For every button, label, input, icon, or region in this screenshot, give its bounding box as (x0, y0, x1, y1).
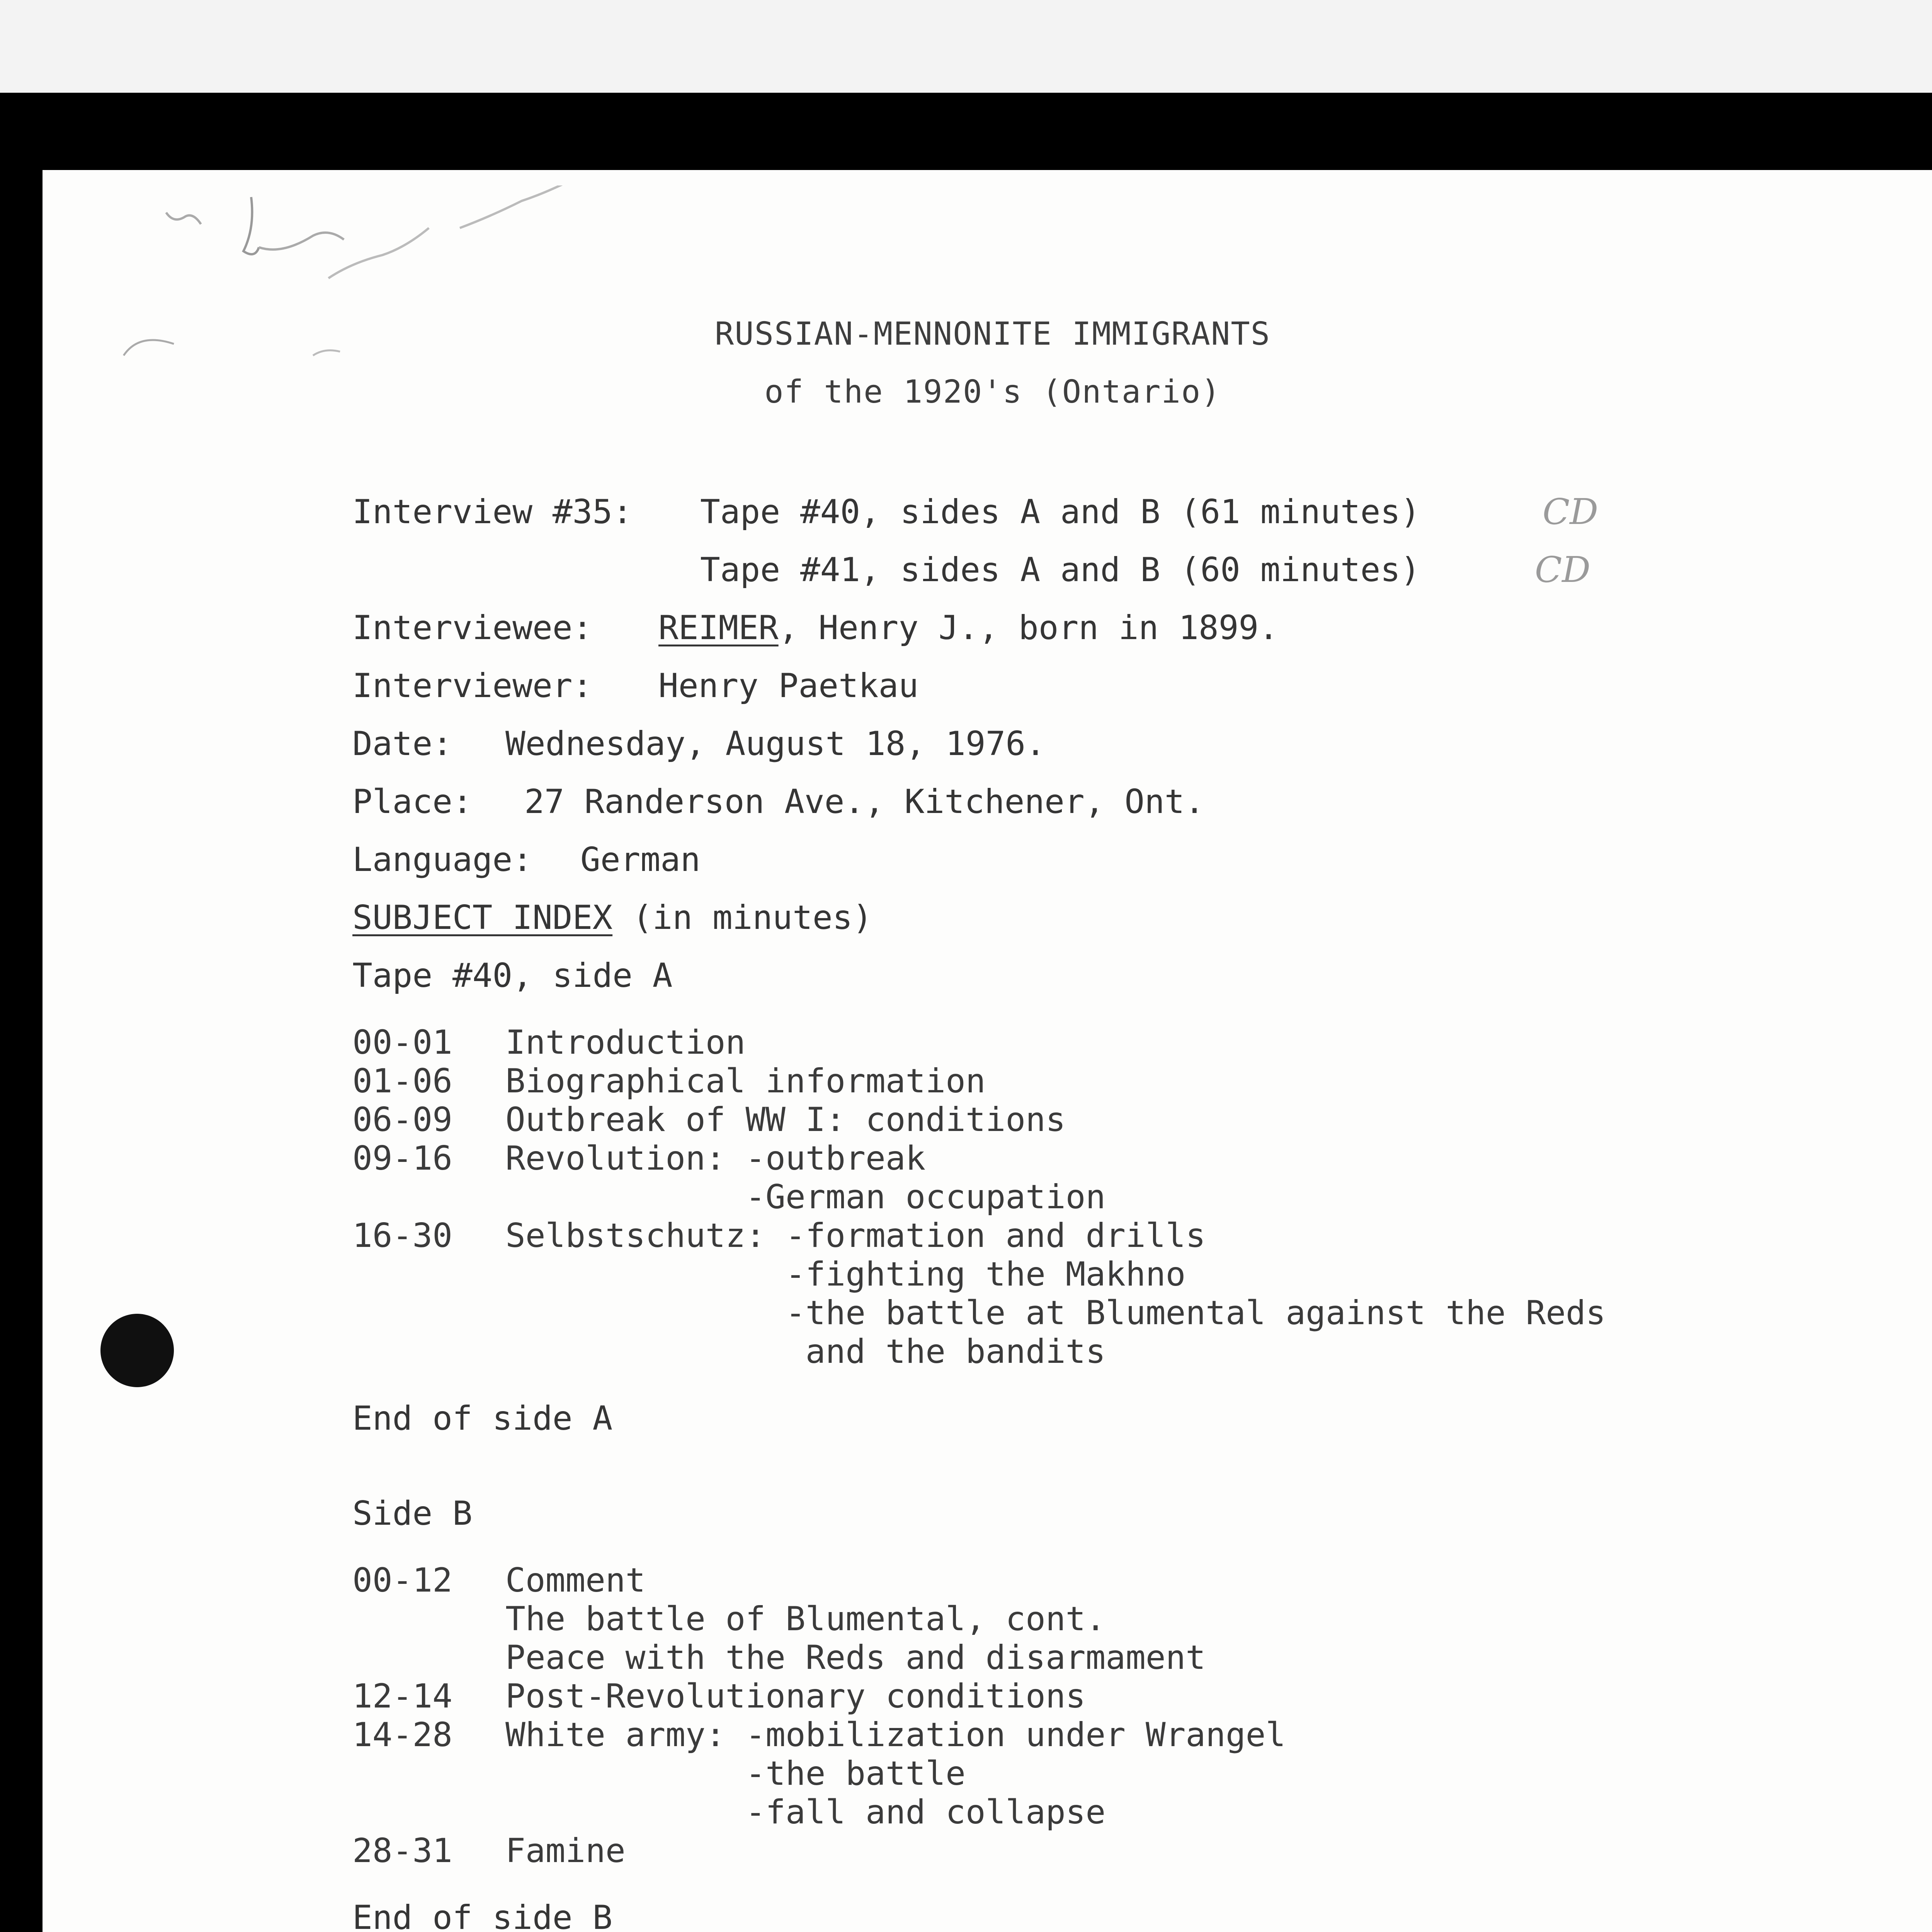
index-time: 12-14 (352, 1677, 452, 1716)
tape-40-side-b-heading: Side B (352, 1494, 473, 1533)
index-entry (352, 1677, 1866, 1716)
subject-index-heading (352, 889, 1866, 947)
place-row (352, 773, 1866, 831)
index-row (352, 1294, 1866, 1332)
index-description: Selbstschutz: -formation and drills (505, 1216, 1206, 1255)
tape-40-side-a-list (352, 1023, 1866, 1371)
index-description: Peace with the Reds and disarmament (505, 1638, 1206, 1677)
interviewee-row (352, 599, 1866, 657)
index-row (352, 1139, 1866, 1178)
tape-40-summary: Tape #40, sides A and B (61 minutes) (700, 493, 1420, 531)
interviewer-name: Henry Paetkau (658, 667, 919, 705)
date-value: Wednesday, August 18, 1976. (505, 724, 1046, 763)
interviewee-label: Interviewee: (352, 609, 593, 647)
index-time: 16-30 (352, 1216, 452, 1255)
scanner-top-strip (0, 0, 1932, 93)
tape-40-side-a-end: End of side A (352, 1399, 613, 1438)
index-description: Biographical information (505, 1062, 986, 1100)
date-label: Date: (352, 724, 452, 763)
index-row (352, 1332, 1866, 1371)
index-row (352, 1062, 1866, 1100)
index-time: 14-28 (352, 1716, 452, 1754)
interviewee-details: , Henry J., born in 1899. (778, 609, 1279, 647)
subject-index-suffix: (in minutes) (612, 898, 873, 937)
index-row (352, 1754, 1866, 1793)
index-entry (352, 1139, 1866, 1216)
interviewer-row (352, 657, 1866, 715)
index-description: -the battle at Blumental against the Reds (505, 1294, 1606, 1332)
index-row (352, 1677, 1866, 1716)
interview-label: Interview #35: (352, 493, 633, 531)
index-description: Post-Revolutionary conditions (505, 1677, 1086, 1716)
punch-hole-top (100, 1314, 174, 1387)
title-line-1: RUSSIAN-MENNONITE IMMIGRANTS (714, 316, 1271, 352)
tape-40-side-b-list (352, 1561, 1866, 1870)
index-entry (352, 1832, 1866, 1870)
index-row (352, 1178, 1866, 1216)
index-row (352, 1832, 1866, 1870)
index-description: Introduction (505, 1023, 746, 1062)
tape-40-side-b-end: End of side B (352, 1898, 613, 1932)
index-description: Revolution: -outbreak (505, 1139, 926, 1178)
tape-41-summary: Tape #41, sides A and B (60 minutes) (700, 551, 1420, 589)
index-row (352, 1793, 1866, 1832)
index-description: and the bandits (505, 1332, 1106, 1371)
index-entry (352, 1062, 1866, 1100)
index-description: -fall and collapse (505, 1793, 1106, 1832)
language-label: Language: (352, 840, 532, 879)
index-row (352, 1216, 1866, 1255)
language-row (352, 831, 1866, 889)
index-row (352, 1716, 1866, 1754)
index-time: 00-01 (352, 1023, 452, 1062)
document-title (43, 305, 1932, 421)
index-time: 00-12 (352, 1561, 452, 1600)
document-page (43, 170, 1932, 1932)
index-row (352, 1600, 1866, 1638)
language-value: German (580, 840, 701, 879)
place-label: Place: (352, 782, 473, 821)
index-row (352, 1561, 1866, 1600)
index-description: The battle of Blumental, cont. (505, 1600, 1106, 1638)
date-row (352, 715, 1866, 773)
index-row (352, 1638, 1866, 1677)
index-description: Famine (505, 1832, 626, 1870)
index-description: -fighting the Makhno (505, 1255, 1186, 1294)
interviewer-label: Interviewer: (352, 667, 593, 705)
index-entry (352, 1023, 1866, 1062)
interviewee-surname: REIMER (658, 609, 779, 647)
index-entry (352, 1716, 1866, 1832)
title-line-2: of the 1920's (Ontario) (764, 374, 1221, 410)
index-description: Outbreak of WW I: conditions (505, 1100, 1066, 1139)
index-row (352, 1100, 1866, 1139)
index-entry (352, 1216, 1866, 1371)
cd-mark-2: CD (1535, 549, 1591, 590)
index-description: -the battle (505, 1754, 966, 1793)
index-time: 09-16 (352, 1139, 452, 1178)
index-time: 28-31 (352, 1832, 452, 1870)
interview-row (352, 483, 1866, 541)
document-body (352, 483, 1866, 1932)
index-time: 06-09 (352, 1100, 452, 1139)
index-time: 01-06 (352, 1062, 452, 1100)
cd-mark-1: CD (1543, 491, 1599, 532)
index-entry (352, 1100, 1866, 1139)
index-entry (352, 1561, 1866, 1677)
tape-40-side-a-heading: Tape #40, side A (352, 956, 673, 995)
subject-index-title: SUBJECT INDEX (352, 898, 613, 937)
index-description: Comment (505, 1561, 646, 1600)
index-description: -German occupation (505, 1178, 1106, 1216)
index-row (352, 1023, 1866, 1062)
place-value: 27 Randerson Ave., Kitchener, Ont. (524, 782, 1205, 821)
index-row (352, 1255, 1866, 1294)
index-description: White army: -mobilization under Wrangel (505, 1716, 1286, 1754)
tape-41-row (352, 541, 1866, 599)
